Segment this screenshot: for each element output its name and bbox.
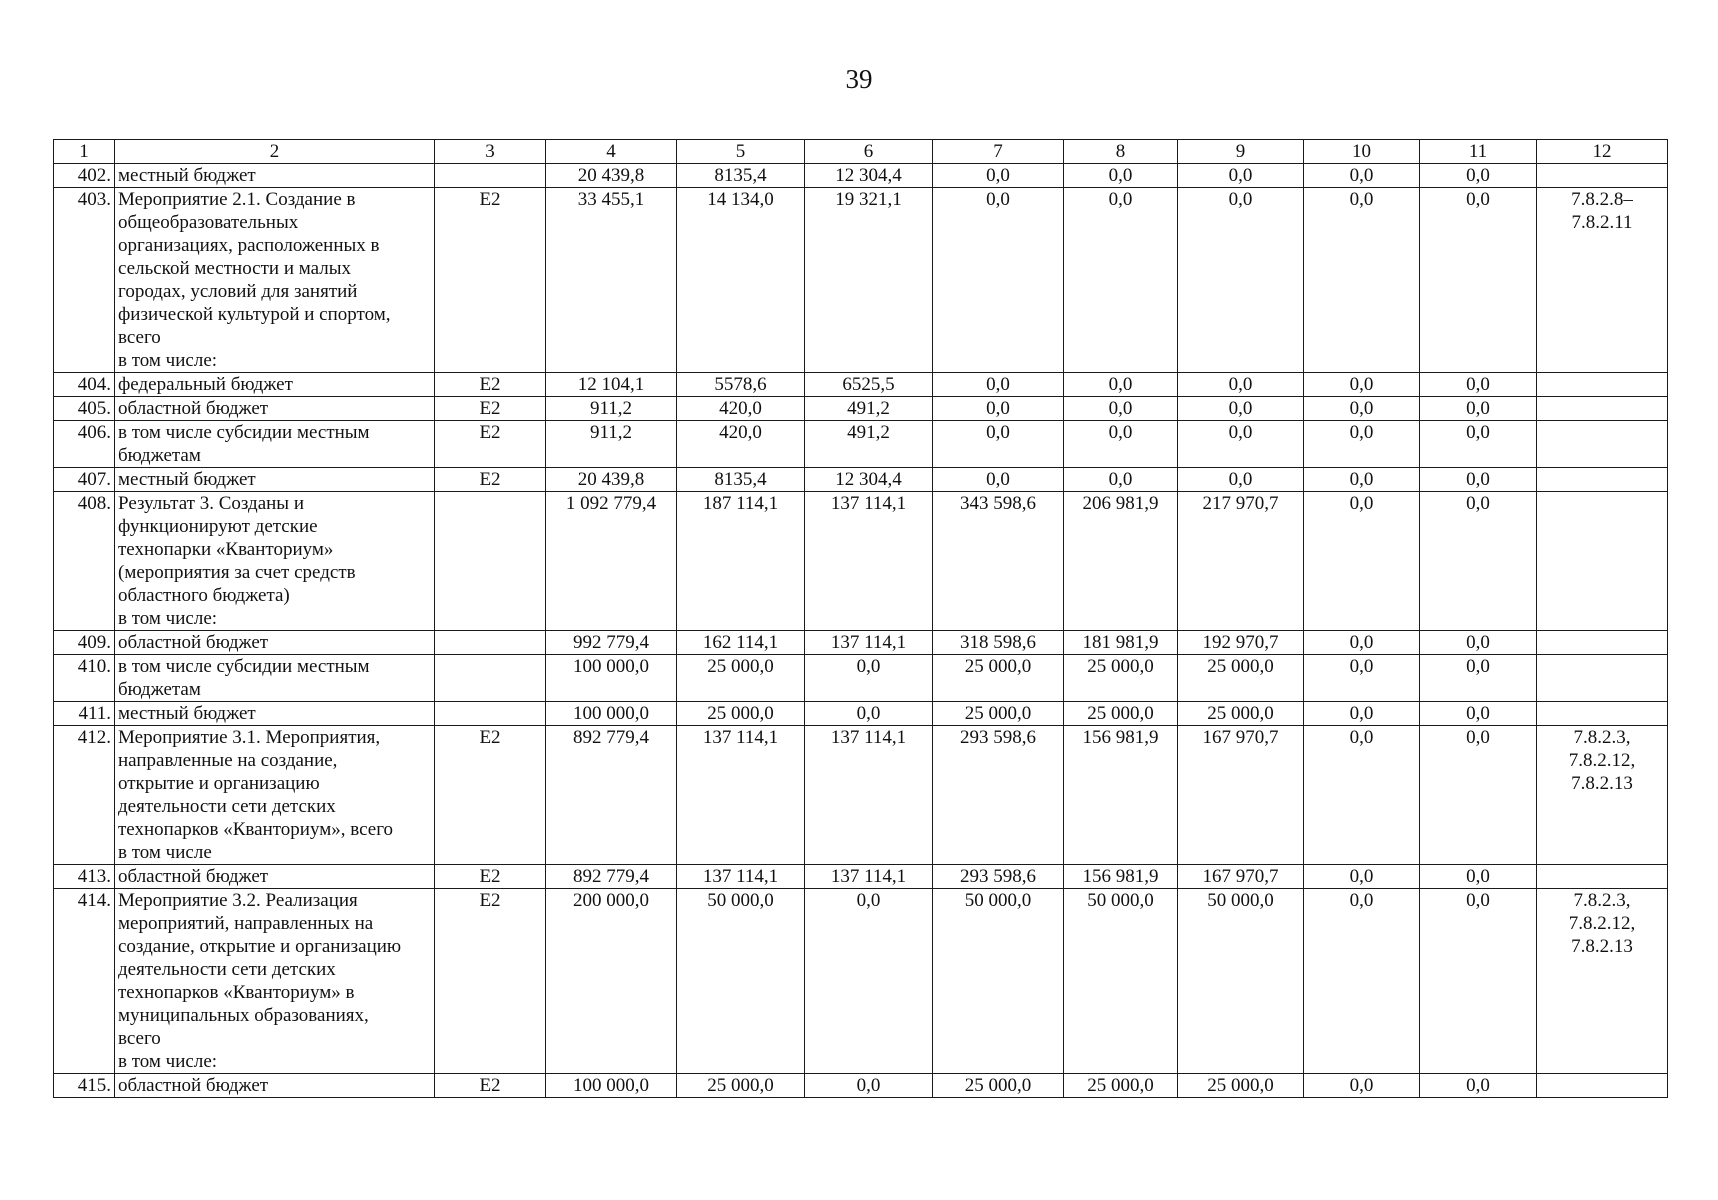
value-cell: 19 321,1: [805, 188, 933, 373]
value-cell: 6525,5: [805, 373, 933, 397]
value-cell: 0,0: [1064, 397, 1178, 421]
table-row: [54, 889, 1668, 1074]
value-cell: 0,0: [1304, 655, 1420, 702]
value-cell: 181 981,9: [1064, 631, 1178, 655]
value-cell: 0,0: [933, 397, 1064, 421]
value-cell: 0,0: [1420, 702, 1537, 726]
row-note: [1537, 421, 1668, 468]
value-cell: 0,0: [805, 1074, 933, 1098]
value-cell: 0,0: [1420, 468, 1537, 492]
column-header: 2: [115, 140, 435, 164]
row-code: [435, 702, 546, 726]
row-number: 404.: [54, 373, 115, 397]
row-note: [1537, 468, 1668, 492]
value-cell: 25 000,0: [1178, 1074, 1304, 1098]
value-cell: 0,0: [1304, 373, 1420, 397]
table-row: [54, 468, 1668, 492]
value-cell: 0,0: [1304, 164, 1420, 188]
value-cell: 25 000,0: [677, 1074, 805, 1098]
value-cell: 892 779,4: [546, 726, 677, 865]
row-code: [435, 631, 546, 655]
column-header: 5: [677, 140, 805, 164]
value-cell: 25 000,0: [933, 655, 1064, 702]
row-note: [1537, 397, 1668, 421]
row-note: [1537, 631, 1668, 655]
column-header: 6: [805, 140, 933, 164]
row-number: 411.: [54, 702, 115, 726]
row-name: Мероприятие 2.1. Создание в общеобразовательных организациях, расположенных в сельской местности и малых городах, условий для занятий физической культурой и спортом, всего в том числе:: [115, 188, 435, 373]
value-cell: 0,0: [1178, 397, 1304, 421]
value-cell: 50 000,0: [933, 889, 1064, 1074]
value-cell: 0,0: [933, 421, 1064, 468]
row-number: 413.: [54, 865, 115, 889]
value-cell: 992 779,4: [546, 631, 677, 655]
value-cell: 50 000,0: [1064, 889, 1178, 1074]
value-cell: 0,0: [1064, 188, 1178, 373]
value-cell: 0,0: [1304, 865, 1420, 889]
table-row: [54, 702, 1668, 726]
row-note: 7.8.2.8– 7.8.2.11: [1537, 188, 1668, 373]
value-cell: 33 455,1: [546, 188, 677, 373]
column-header: 10: [1304, 140, 1420, 164]
value-cell: 137 114,1: [805, 865, 933, 889]
value-cell: 0,0: [1064, 421, 1178, 468]
row-name: областной бюджет: [115, 1074, 435, 1098]
row-number: 408.: [54, 492, 115, 631]
row-name: областной бюджет: [115, 397, 435, 421]
column-header: 7: [933, 140, 1064, 164]
table-row: [54, 397, 1668, 421]
row-number: 406.: [54, 421, 115, 468]
row-number: 405.: [54, 397, 115, 421]
row-code: Е2: [435, 865, 546, 889]
value-cell: 167 970,7: [1178, 726, 1304, 865]
table-header: [54, 140, 1668, 164]
value-cell: 0,0: [1420, 631, 1537, 655]
row-name: областной бюджет: [115, 631, 435, 655]
value-cell: 0,0: [1420, 164, 1537, 188]
value-cell: 0,0: [1420, 865, 1537, 889]
value-cell: 8135,4: [677, 164, 805, 188]
value-cell: 12 104,1: [546, 373, 677, 397]
value-cell: 200 000,0: [546, 889, 677, 1074]
value-cell: 12 304,4: [805, 468, 933, 492]
value-cell: 318 598,6: [933, 631, 1064, 655]
value-cell: 911,2: [546, 421, 677, 468]
value-cell: 0,0: [1304, 889, 1420, 1074]
value-cell: 206 981,9: [1064, 492, 1178, 631]
value-cell: 0,0: [1304, 397, 1420, 421]
row-code: Е2: [435, 373, 546, 397]
value-cell: 0,0: [1420, 1074, 1537, 1098]
value-cell: 0,0: [1420, 421, 1537, 468]
value-cell: 0,0: [1304, 631, 1420, 655]
value-cell: 137 114,1: [677, 865, 805, 889]
row-number: 415.: [54, 1074, 115, 1098]
value-cell: 100 000,0: [546, 655, 677, 702]
row-code: Е2: [435, 397, 546, 421]
column-header: 4: [546, 140, 677, 164]
value-cell: 156 981,9: [1064, 726, 1178, 865]
value-cell: 25 000,0: [933, 1074, 1064, 1098]
value-cell: 0,0: [1178, 421, 1304, 468]
value-cell: 491,2: [805, 397, 933, 421]
row-number: 414.: [54, 889, 115, 1074]
table-row: [54, 492, 1668, 631]
row-code: Е2: [435, 468, 546, 492]
row-code: [435, 655, 546, 702]
row-code: Е2: [435, 726, 546, 865]
value-cell: 0,0: [1064, 373, 1178, 397]
value-cell: 50 000,0: [677, 889, 805, 1074]
table-row: [54, 726, 1668, 865]
row-note: [1537, 492, 1668, 631]
row-note: 7.8.2.3, 7.8.2.12, 7.8.2.13: [1537, 726, 1668, 865]
row-name: местный бюджет: [115, 164, 435, 188]
value-cell: 100 000,0: [546, 1074, 677, 1098]
row-number: 412.: [54, 726, 115, 865]
row-note: [1537, 164, 1668, 188]
value-cell: 50 000,0: [1178, 889, 1304, 1074]
row-code: Е2: [435, 188, 546, 373]
column-header: 3: [435, 140, 546, 164]
row-note: [1537, 865, 1668, 889]
value-cell: 25 000,0: [1064, 655, 1178, 702]
row-code: Е2: [435, 889, 546, 1074]
value-cell: 0,0: [1304, 492, 1420, 631]
value-cell: 0,0: [1064, 468, 1178, 492]
row-name: Результат 3. Созданы и функционируют детские технопарки «Кванториум» (мероприятия за счет средств областного бюджета) в том числе:: [115, 492, 435, 631]
value-cell: 0,0: [933, 164, 1064, 188]
row-number: 407.: [54, 468, 115, 492]
value-cell: 0,0: [1420, 726, 1537, 865]
value-cell: 20 439,8: [546, 468, 677, 492]
value-cell: 0,0: [933, 373, 1064, 397]
value-cell: 420,0: [677, 421, 805, 468]
value-cell: 137 114,1: [677, 726, 805, 865]
table-row: [54, 655, 1668, 702]
value-cell: 343 598,6: [933, 492, 1064, 631]
value-cell: 162 114,1: [677, 631, 805, 655]
header-row: [54, 140, 1668, 164]
value-cell: 8135,4: [677, 468, 805, 492]
row-name: федеральный бюджет: [115, 373, 435, 397]
value-cell: 100 000,0: [546, 702, 677, 726]
row-name: в том числе субсидии местным бюджетам: [115, 421, 435, 468]
value-cell: 293 598,6: [933, 865, 1064, 889]
value-cell: 0,0: [1420, 492, 1537, 631]
value-cell: 0,0: [1178, 188, 1304, 373]
value-cell: 137 114,1: [805, 492, 933, 631]
value-cell: 0,0: [805, 655, 933, 702]
column-header: 1: [54, 140, 115, 164]
value-cell: 911,2: [546, 397, 677, 421]
value-cell: 25 000,0: [933, 702, 1064, 726]
value-cell: 0,0: [1304, 726, 1420, 865]
table-row: [54, 1074, 1668, 1098]
row-number: 403.: [54, 188, 115, 373]
value-cell: 0,0: [1304, 188, 1420, 373]
table-row: [54, 421, 1668, 468]
row-note: [1537, 373, 1668, 397]
row-name: местный бюджет: [115, 468, 435, 492]
value-cell: 0,0: [1178, 468, 1304, 492]
value-cell: 0,0: [1178, 164, 1304, 188]
value-cell: 25 000,0: [1064, 1074, 1178, 1098]
column-header: 11: [1420, 140, 1537, 164]
column-header: 9: [1178, 140, 1304, 164]
row-name: Мероприятие 3.2. Реализация мероприятий, направленных на создание, открытие и организацию деятельности сети детских технопарков «Кванториум» в муниципальных образованиях, всего в том числе:: [115, 889, 435, 1074]
row-note: 7.8.2.3, 7.8.2.12, 7.8.2.13: [1537, 889, 1668, 1074]
row-note: [1537, 655, 1668, 702]
column-header: 12: [1537, 140, 1668, 164]
value-cell: 25 000,0: [1178, 655, 1304, 702]
table-row: [54, 188, 1668, 373]
value-cell: 20 439,8: [546, 164, 677, 188]
value-cell: 14 134,0: [677, 188, 805, 373]
row-number: 402.: [54, 164, 115, 188]
value-cell: 187 114,1: [677, 492, 805, 631]
row-code: [435, 164, 546, 188]
row-code: Е2: [435, 1074, 546, 1098]
table-row: [54, 631, 1668, 655]
budget-table: [53, 139, 1668, 1098]
page-number: 39: [845, 64, 873, 94]
value-cell: 0,0: [1420, 188, 1537, 373]
value-cell: 25 000,0: [1064, 702, 1178, 726]
table-body: [54, 164, 1668, 1098]
table-row: [54, 865, 1668, 889]
value-cell: 1 092 779,4: [546, 492, 677, 631]
row-name: местный бюджет: [115, 702, 435, 726]
table-row: [54, 373, 1668, 397]
table-row: [54, 164, 1668, 188]
value-cell: 217 970,7: [1178, 492, 1304, 631]
value-cell: 0,0: [1420, 373, 1537, 397]
value-cell: 0,0: [933, 468, 1064, 492]
row-code: Е2: [435, 421, 546, 468]
value-cell: 5578,6: [677, 373, 805, 397]
row-code: [435, 492, 546, 631]
row-number: 409.: [54, 631, 115, 655]
value-cell: 25 000,0: [677, 702, 805, 726]
row-name: Мероприятие 3.1. Мероприятия, направленные на создание, открытие и организацию деятельности сети детских технопарков «Кванториум», всего в том числе: [115, 726, 435, 865]
value-cell: 25 000,0: [677, 655, 805, 702]
value-cell: 137 114,1: [805, 726, 933, 865]
value-cell: 25 000,0: [1178, 702, 1304, 726]
value-cell: 137 114,1: [805, 631, 933, 655]
row-note: [1537, 702, 1668, 726]
value-cell: 167 970,7: [1178, 865, 1304, 889]
value-cell: 0,0: [1420, 889, 1537, 1074]
value-cell: 0,0: [1304, 1074, 1420, 1098]
value-cell: 12 304,4: [805, 164, 933, 188]
row-note: [1537, 1074, 1668, 1098]
value-cell: 0,0: [1304, 702, 1420, 726]
row-name: в том числе субсидии местным бюджетам: [115, 655, 435, 702]
column-header: 8: [1064, 140, 1178, 164]
value-cell: 0,0: [805, 702, 933, 726]
value-cell: 892 779,4: [546, 865, 677, 889]
value-cell: 0,0: [1064, 164, 1178, 188]
row-number: 410.: [54, 655, 115, 702]
value-cell: 0,0: [1304, 468, 1420, 492]
value-cell: 0,0: [1304, 421, 1420, 468]
value-cell: 0,0: [1178, 373, 1304, 397]
value-cell: 0,0: [805, 889, 933, 1074]
value-cell: 491,2: [805, 421, 933, 468]
value-cell: 192 970,7: [1178, 631, 1304, 655]
value-cell: 293 598,6: [933, 726, 1064, 865]
value-cell: 156 981,9: [1064, 865, 1178, 889]
value-cell: 420,0: [677, 397, 805, 421]
row-name: областной бюджет: [115, 865, 435, 889]
value-cell: 0,0: [933, 188, 1064, 373]
value-cell: 0,0: [1420, 397, 1537, 421]
value-cell: 0,0: [1420, 655, 1537, 702]
